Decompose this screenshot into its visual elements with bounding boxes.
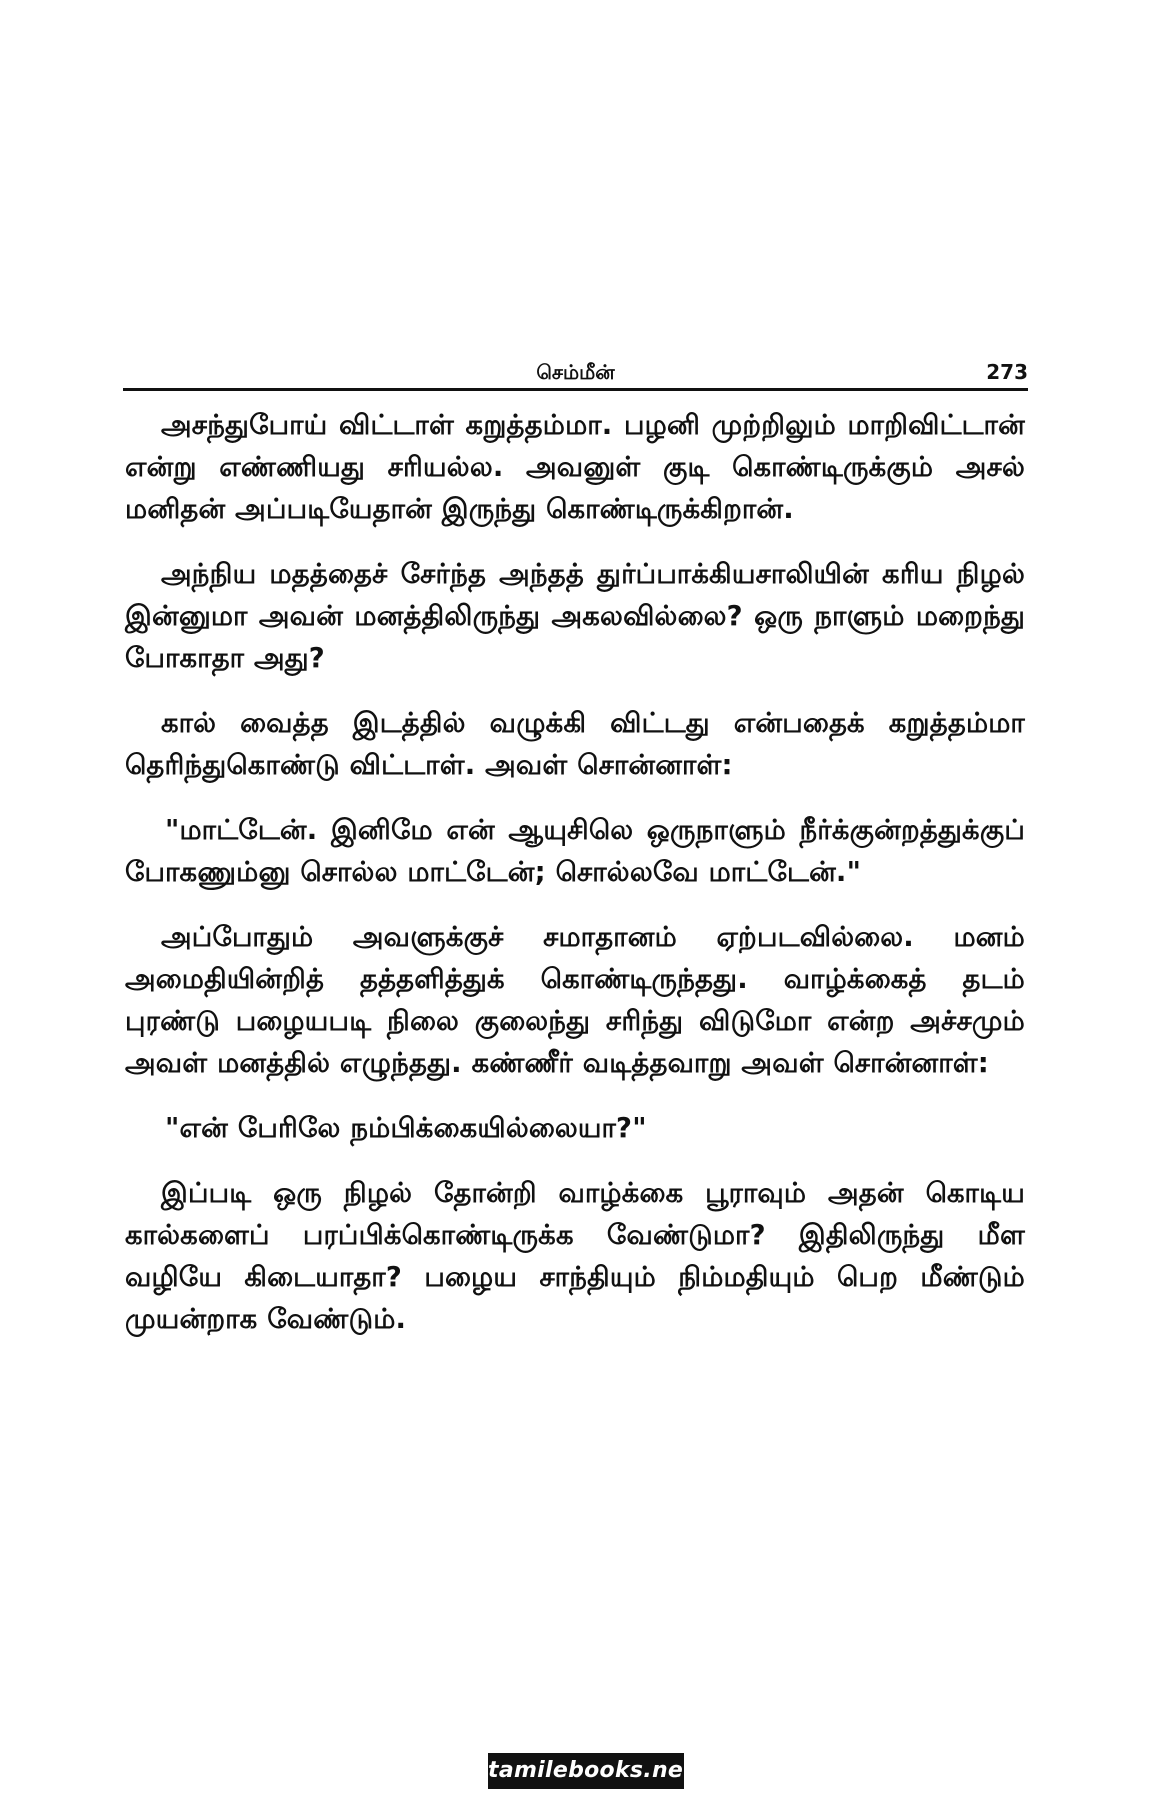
book-title: செம்மீன் [536,360,615,384]
paragraph-4: அப்போதும் அவளுக்குச் சமாதானம் ஏற்படவில்லை. மனம் அமைதியின்றித் தத்தளித்துக் கொண்டிருந்தது. வாழ்க்கைத் தடம் புரண்டு பழையபடி நிலை குலைந்து சரிந்து விடுமோ என்ற அச்சமும் அவள் மனத்தில் எழுந்தது. கண்ணீர் வடித்தவாறு அவள் சொன்னாள்: [125,921,1025,1079]
dialogue-2: "என் பேரிலே நம்பிக்கையில்லையா?" [165,1112,647,1144]
watermark-badge: tamilebooks.net [488,1753,684,1789]
paragraph-1: அசந்துபோய் விட்டாள் கறுத்தம்மா. பழனி முற்றிலும் மாறிவிட்டான் என்று எண்ணியது சரியல்ல. அவனுள் குடி கொண்டிருக்கும் அசல் மனிதன் அப்படியேதான் இருந்து கொண்டிருக்கிறான். [125,409,1025,525]
running-header [123,358,1028,391]
page-number: 273 [986,360,1028,384]
body-text [125,404,1025,1363]
paragraph-3: கால் வைத்த இடத்தில் வழுக்கி விட்டது என்பதைக் கறுத்தம்மா தெரிந்துகொண்டு விட்டாள். அவள் சொன்னாள்: [125,707,1025,781]
paragraph-2: அந்நிய மதத்தைச் சேர்ந்த அந்தத் துர்ப்பாக்கியசாலியின் கரிய நிழல் இன்னுமா அவன் மனத்திலிருந்து அகலவில்லை? ஒரு நாளும் மறைந்து போகாதா அது? [125,558,1025,674]
dialogue-1: "மாட்டேன். இனிமே என் ஆயுசிலெ ஒருநாளும் நீர்க்குன்றத்துக்குப் போகணும்னு சொல்ல மாட்டேன்; சொல்லவே மாட்டேன்." [125,814,1025,888]
paragraph-5: இப்படி ஒரு நிழல் தோன்றி வாழ்க்கை பூராவும் அதன் கொடிய கால்களைப் பரப்பிக்கொண்டிருக்க வேண்டுமா? இதிலிருந்து மீள வழியே கிடையாதா? பழைய சாந்தியும் நிம்மதியும் பெற மீண்டும் முயன்றாக வேண்டும். [125,1177,1025,1335]
